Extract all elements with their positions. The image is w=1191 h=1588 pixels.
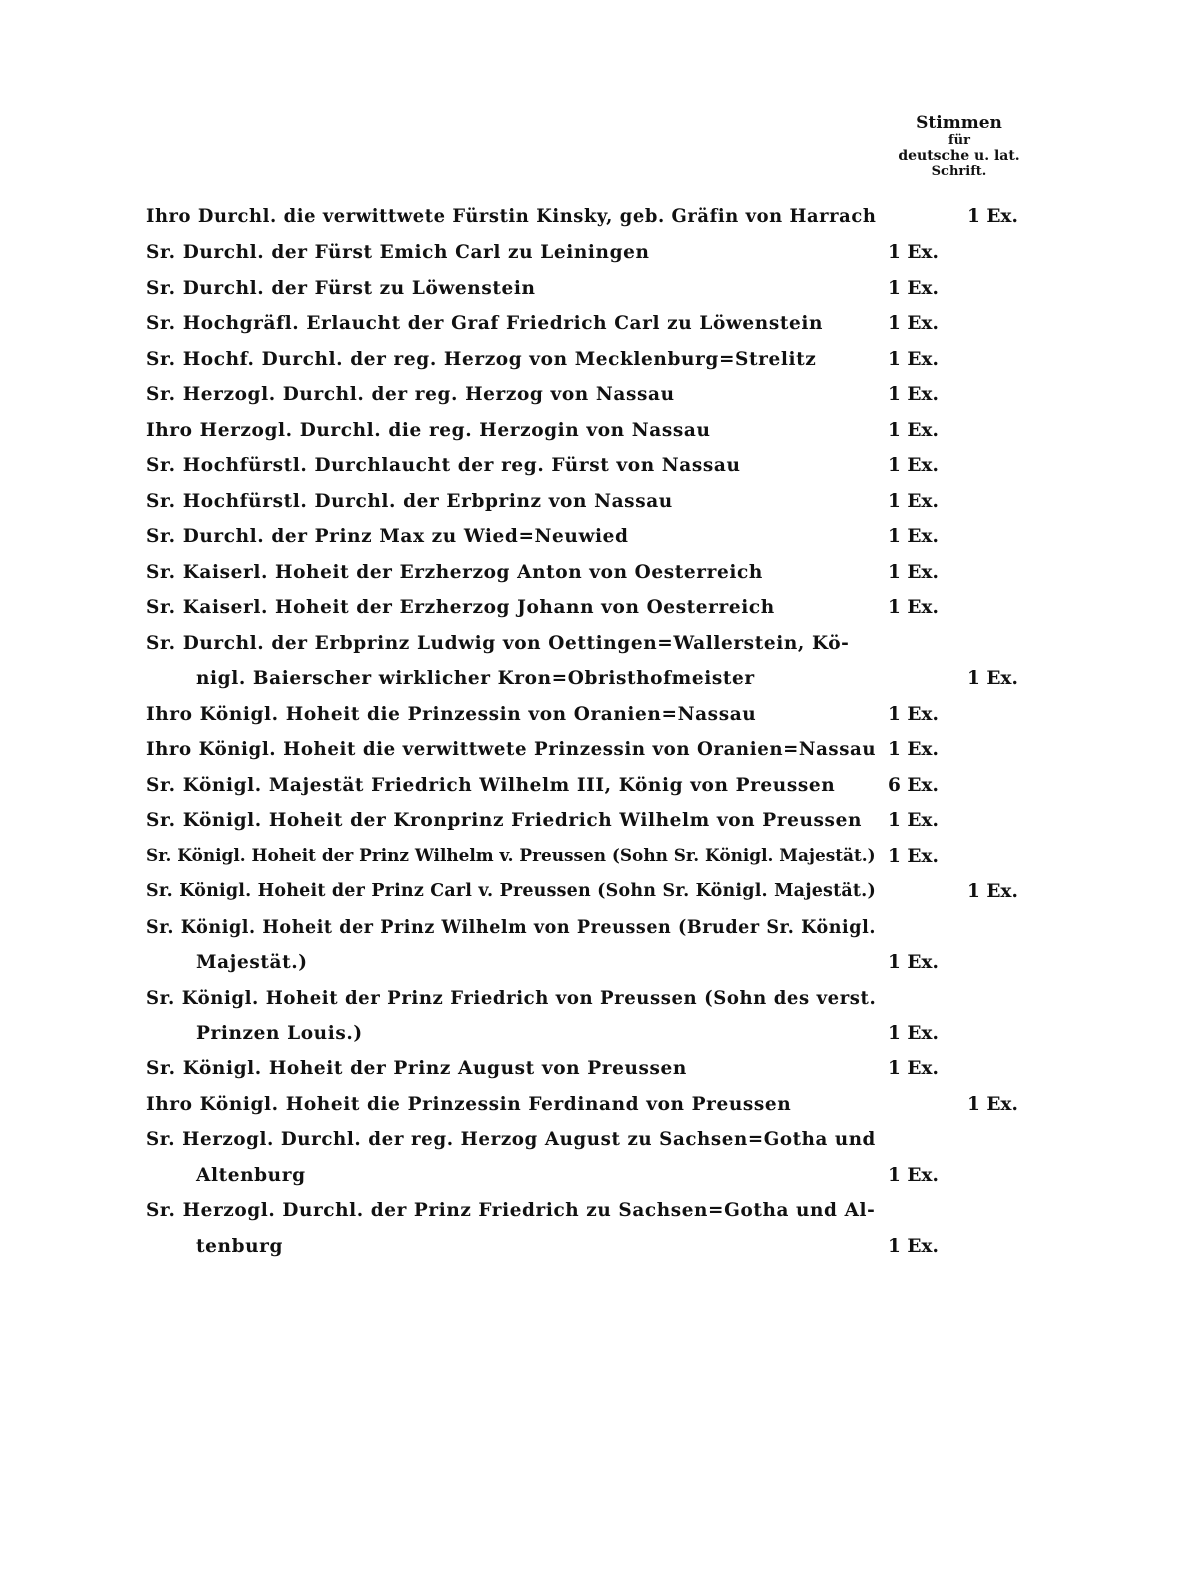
entry-count: 1 Ex. (967, 668, 1018, 689)
entry-count: 1 Ex. (888, 242, 939, 263)
entry-line: Sr. Königl. Hoheit der Prinz Wilhelm v. Preussen (Sohn Sr. Königl. Majestät.) (146, 846, 876, 866)
entry-count: 1 Ex. (888, 1023, 939, 1044)
entry-count: 1 Ex. (967, 206, 1018, 227)
entry-count: 1 Ex. (888, 384, 939, 405)
entry-line: Ihro Durchl. die verwittwete Fürstin Kinsky, geb. Gräfin von Harrach (146, 206, 877, 227)
entry-count: 1 Ex. (888, 349, 939, 370)
header-line-1: Stimmen (916, 113, 1002, 133)
entry-line: Sr. Königl. Hoheit der Prinz Carl v. Preussen (Sohn Sr. Königl. Majestät.) (146, 881, 876, 901)
entry-line: Sr. Hochgräfl. Erlaucht der Graf Friedrich Carl zu Löwenstein (146, 313, 824, 334)
entry-line: Sr. Durchl. der Fürst Emich Carl zu Leiningen (146, 242, 650, 263)
entry-count: 1 Ex. (888, 739, 939, 760)
entry-line: Ihro Königl. Hoheit die Prinzessin Ferdinand von Preussen (146, 1094, 792, 1115)
entry-line-continuation: Prinzen Louis.) (196, 1023, 363, 1044)
entry-line: Sr. Hochf. Durchl. der reg. Herzog von Mecklenburg=Strelitz (146, 349, 817, 370)
entry-count: 1 Ex. (888, 278, 939, 299)
entry-line: Sr. Durchl. der Fürst zu Löwenstein (146, 278, 536, 299)
entry-count: 1 Ex. (888, 704, 939, 725)
entry-line: Sr. Herzogl. Durchl. der Prinz Friedrich zu Sachsen=Gotha und Al- (146, 1200, 876, 1221)
entry-line: Sr. Herzogl. Durchl. der reg. Herzog August zu Sachsen=Gotha und (146, 1129, 876, 1150)
entry-count: 1 Ex. (888, 1058, 939, 1079)
entry-line: Sr. Kaiserl. Hoheit der Erzherzog Johann von Oesterreich (146, 597, 775, 618)
entry-line: Sr. Kaiserl. Hoheit der Erzherzog Anton von Oesterreich (146, 562, 763, 583)
entry-line: Ihro Herzogl. Durchl. die reg. Herzogin von Nassau (146, 420, 711, 441)
entry-line: Sr. Königl. Hoheit der Kronprinz Friedrich Wilhelm von Preussen (146, 810, 862, 831)
entry-line-continuation: Altenburg (196, 1165, 306, 1186)
entry-count: 1 Ex. (967, 1094, 1018, 1115)
entry-count: 1 Ex. (967, 881, 1018, 902)
entry-count: 1 Ex. (888, 562, 939, 583)
entry-line: Sr. Königl. Hoheit der Prinz August von Preussen (146, 1058, 687, 1079)
entry-line: Sr. Durchl. der Prinz Max zu Wied=Neuwied (146, 526, 629, 547)
entry-count: 1 Ex. (888, 846, 939, 867)
entry-line: Sr. Hochfürstl. Durchlaucht der reg. Fürst von Nassau (146, 455, 741, 476)
entry-count: 1 Ex. (888, 313, 939, 334)
entry-count: 1 Ex. (888, 1236, 939, 1257)
entry-line: Ihro Königl. Hoheit die Prinzessin von Oranien=Nassau (146, 704, 757, 725)
entry-line: Sr. Hochfürstl. Durchl. der Erbprinz von Nassau (146, 491, 673, 512)
entry-count: 1 Ex. (888, 420, 939, 441)
entry-count: 1 Ex. (888, 952, 939, 973)
entry-line: Sr. Durchl. der Erbprinz Ludwig von Oettingen=Wallerstein, Kö- (146, 633, 850, 654)
entry-line: Ihro Königl. Hoheit die verwittwete Prinzessin von Oranien=Nassau (146, 739, 877, 760)
entry-line-continuation: Majestät.) (196, 952, 308, 973)
entry-count: 1 Ex. (888, 810, 939, 831)
entry-count: 1 Ex. (888, 491, 939, 512)
entry-line-continuation: tenburg (196, 1236, 284, 1257)
entry-count: 1 Ex. (888, 455, 939, 476)
column-header (884, 114, 1034, 180)
header-line-4: Schrift. (931, 163, 987, 179)
entry-count: 1 Ex. (888, 526, 939, 547)
header-line-2: für (948, 132, 970, 148)
entry-count: 1 Ex. (888, 597, 939, 618)
entry-line: Sr. Königl. Hoheit der Prinz Friedrich von Preussen (Sohn des verst. (146, 988, 877, 1009)
entry-line: Sr. Königl. Majestät Friedrich Wilhelm III, König von Preussen (146, 775, 836, 796)
entry-count: 6 Ex. (888, 775, 939, 796)
entry-line-continuation: nigl. Baierscher wirklicher Kron=Obristhofmeister (196, 668, 755, 689)
entry-count: 1 Ex. (888, 1165, 939, 1186)
header-line-3: deutsche u. lat. (898, 148, 1020, 165)
entry-line: Sr. Herzogl. Durchl. der reg. Herzog von Nassau (146, 384, 675, 405)
entry-line: Sr. Königl. Hoheit der Prinz Wilhelm von Preussen (Bruder Sr. Königl. (146, 917, 876, 938)
